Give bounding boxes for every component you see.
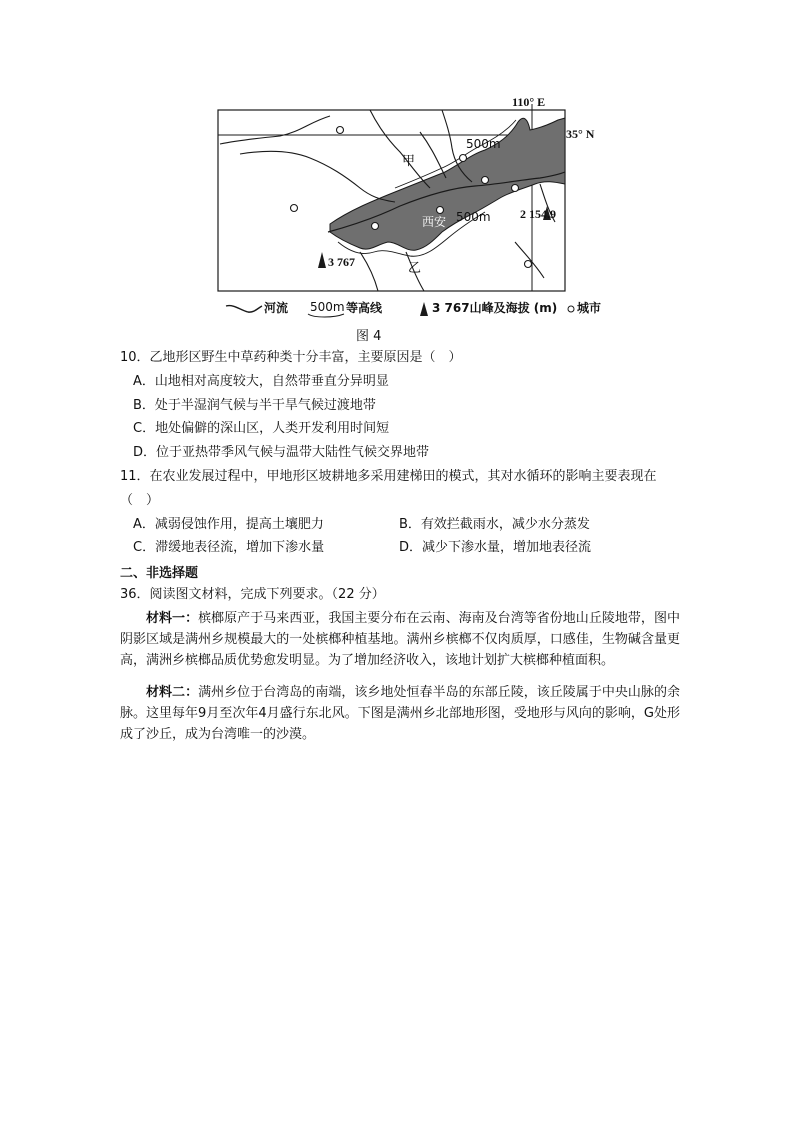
- longitude-label: 110° E: [512, 95, 546, 109]
- material-1: [120, 608, 680, 671]
- legend-city-label: 城市: [577, 301, 602, 315]
- legend-peak-symbol: [420, 302, 428, 316]
- legend-river-symbol: [226, 306, 262, 313]
- question-10-option-d: D．位于亚热带季风气候与温带大陆性气候交界地带: [133, 445, 430, 460]
- river-south-1: [360, 252, 378, 291]
- contour-label-mid: 500m: [456, 210, 491, 224]
- city-marker: [291, 205, 298, 212]
- question-11-option-a: A．减弱侵蚀作用，提高土壤肥力: [133, 517, 324, 532]
- river-north-5: [420, 132, 446, 178]
- city-marker: [482, 177, 489, 184]
- question-11-stem-cont: （ ）: [120, 493, 160, 508]
- river-south-3: [515, 242, 544, 278]
- river-north-2: [240, 151, 395, 202]
- peak-marker-west: [318, 252, 326, 268]
- shaded-plain-area: [330, 118, 565, 250]
- peak-label-west: 3 767: [328, 255, 355, 269]
- map-legend: [222, 300, 622, 320]
- question-10-option-b: B．处于半湿润气候与半干旱气候过渡地带: [133, 398, 376, 413]
- city-marker: [337, 127, 344, 134]
- question-11-stem: 11．在农业发展过程中，甲地形区坡耕地多采用建梯田的模式，其对水循环的影响主要表现在: [120, 469, 657, 484]
- material-2-text: 满州乡位于台湾岛的南端，该乡地处恒春半岛的东部丘陵，该丘陵属于中央山脉的余脉。这里每年9月至次年4月盛行东北风。下图是满州乡北部地形图，受地形与风向的影响，G处形成了沙丘，成为台湾唯一的沙漠。: [120, 685, 680, 742]
- city-label-xian: 西安: [422, 215, 447, 229]
- section-title: 二、非选择题: [120, 566, 199, 581]
- legend-river-label: 河流: [264, 301, 289, 315]
- city-marker: [437, 207, 444, 214]
- legend-contour-sample: 500m: [310, 300, 345, 314]
- question-11-option-c: C．滞缓地表径流，增加下渗水量: [133, 540, 325, 555]
- question-10-stem: 10．乙地形区野生中草药种类十分丰富，主要原因是（ ）: [120, 350, 462, 365]
- city-marker: [525, 261, 532, 268]
- material-1-text: 槟榔原产于马来西亚，我国主要分布在云南、海南及台湾等省份地山丘陵地带，图中阴影区域是满州乡规模最大的一处槟榔种植基地。满州乡槟榔不仅肉质厚，口感佳，生物碱含量更高，满洲乡槟榔品质优势愈发明显。为了增加经济收入，该地计划扩大槟榔种植面积。: [120, 611, 680, 668]
- contour-label-north: 500m: [466, 137, 501, 151]
- legend-peak-label: 3 767山峰及海拔 (m): [432, 301, 558, 315]
- legend-city-symbol: [568, 306, 574, 312]
- region-label-jia: 甲: [402, 154, 416, 169]
- question-11-option-d: D．减少下渗水量，增加地表径流: [399, 540, 592, 555]
- material-2-label: 材料二：: [146, 685, 199, 700]
- question-10-option-c: C．地处偏僻的深山区，人类开发利用时间短: [133, 421, 390, 436]
- river-north-3: [370, 110, 430, 188]
- figure-caption: 图 4: [356, 329, 382, 344]
- city-marker-xian: [372, 223, 379, 230]
- river-north-1: [220, 116, 330, 144]
- city-marker: [512, 185, 519, 192]
- question-11-option-b: B．有效拦截雨水，减少水分蒸发: [399, 517, 590, 532]
- question-36-stem: 36．阅读图文材料，完成下列要求。（22 分）: [120, 587, 385, 602]
- question-10-option-a: A．山地相对高度较大，自然带垂直分异明显: [133, 374, 389, 389]
- material-1-label: 材料一：: [146, 611, 199, 626]
- city-marker: [460, 155, 467, 162]
- latitude-label: 35° N: [566, 127, 595, 141]
- peak-label-east: 2 154.9: [520, 207, 556, 221]
- region-label-yi: 乙: [408, 261, 422, 276]
- legend-contour-label: 等高线: [346, 301, 383, 315]
- legend-contour-symbol: [308, 314, 344, 317]
- material-2: [120, 682, 680, 745]
- map-figure: [210, 92, 610, 322]
